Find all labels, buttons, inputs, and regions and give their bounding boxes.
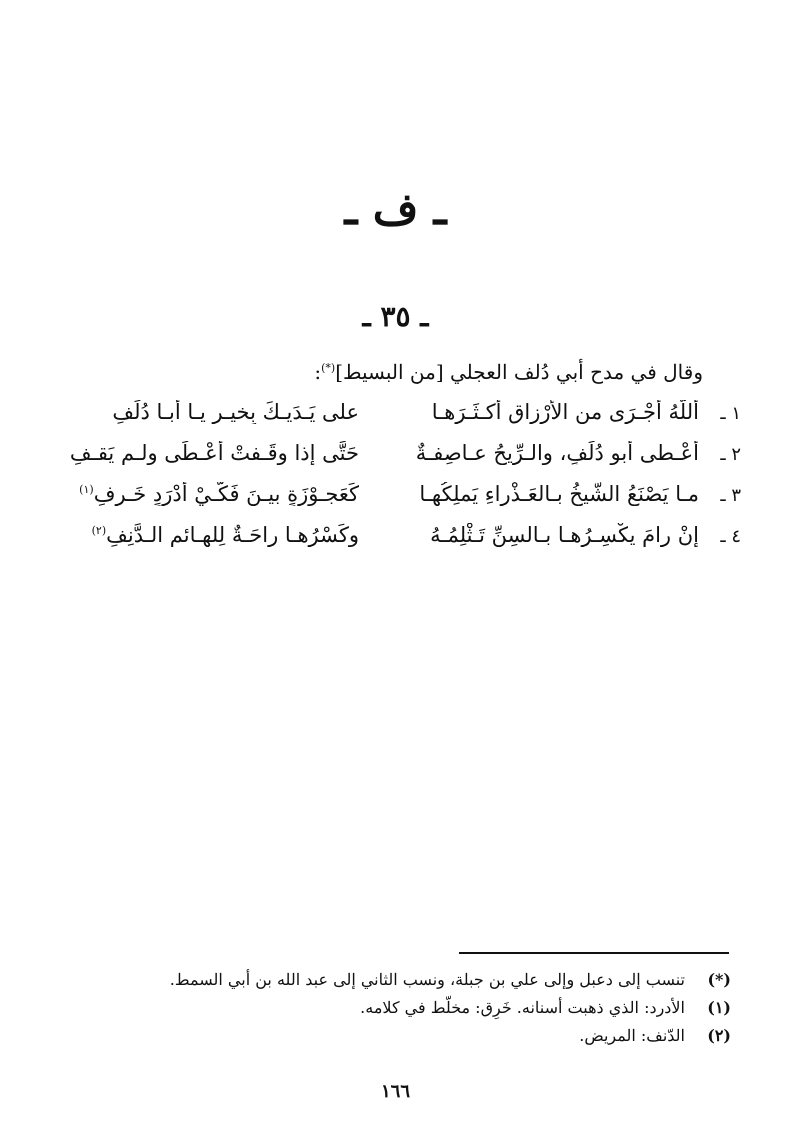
verse-second-hemistich: [51, 523, 359, 547]
verse-second-text: على يَـدَيـكَ بِخيـرٍ يـا أبـا دُلَفِ: [112, 400, 359, 424]
verse-second-hemistich: [51, 482, 359, 506]
footnote-marker: (*): [707, 970, 731, 989]
verse-first-hemistich: أللّهُ أجْـرَى من الأَرْزاقِ أكـثَـرَهـا: [431, 400, 699, 424]
footnote-text: الأدرد: الذي ذهبت أسنانه. خَرِق: مخلّط في كلامه.: [360, 998, 685, 1017]
footnote-marker: (٢): [707, 1026, 731, 1045]
verse-number: ٣ ـ: [720, 485, 741, 506]
verse-number: ٤ ـ: [720, 526, 741, 547]
verse-second-text: كَعَجـوْزَةٍ بيـنَ فَكَّـيْ أدْرَدٍ خَـرِفِ: [93, 482, 359, 506]
footnote-text: الدّنف: المريض.: [579, 1026, 685, 1045]
poem-verses: [51, 400, 741, 564]
verse-line: [51, 441, 741, 482]
footnote-marker: (١): [707, 998, 731, 1017]
poem-intro-text: وقال في مدح أبي دُلف العجلي [من البسيط]: [335, 360, 703, 384]
footnotes: [91, 970, 731, 1054]
page-number: ١٦٦: [380, 1081, 410, 1102]
verse-second-text: حَتَّى إذا وقَـفتْ أعْـطَى ولـم يَقـفِ: [69, 441, 359, 465]
footnote-item: [91, 970, 731, 998]
poem-intro: [314, 360, 703, 384]
verse-second-text: وكَسْرُهـا راحَـةٌ لِلهـائمِ الـدَّنِفِ: [106, 523, 359, 547]
poem-number-heading: ـ ٣٥ ـ: [362, 300, 429, 333]
verse-first-hemistich: إنْ رامَ يكْسِـرُهـا بـالسِنِّ تَـثْلِمُـهُ: [430, 523, 699, 547]
footnote-text: تنسب إلى دعبل وإلى علي بن جبلة، ونسب الثاني إلى عبد الله بن أبي السمط.: [169, 970, 685, 989]
verse-second-hemistich: [51, 400, 359, 424]
verse-line: [51, 523, 741, 564]
poem-intro-colon: :: [314, 360, 322, 384]
footnote-reference: (٢): [91, 524, 107, 537]
footnote-divider: [459, 952, 729, 954]
verse-second-hemistich: [51, 441, 359, 465]
footnote-item: [91, 998, 731, 1026]
verse-number: ١ ـ: [720, 403, 741, 424]
footnote-reference: (١): [79, 483, 94, 496]
footnote-reference: (*): [321, 361, 336, 375]
verse-line: [51, 482, 741, 523]
section-letter-heading: ـ ف ـ: [344, 184, 447, 235]
verse-first-hemistich: أعْـطى أبو دُلَفٍ، والـرِّيحُ عـاصِفـةٌ: [415, 441, 699, 465]
verse-line: [51, 400, 741, 441]
verse-first-hemistich: مـا يَصْنَعُ الشَّيخُ بـالعَـذْراءِ يَملِكُهـا: [419, 482, 699, 506]
verse-number: ٢ ـ: [720, 444, 741, 465]
footnote-item: [91, 1026, 731, 1054]
